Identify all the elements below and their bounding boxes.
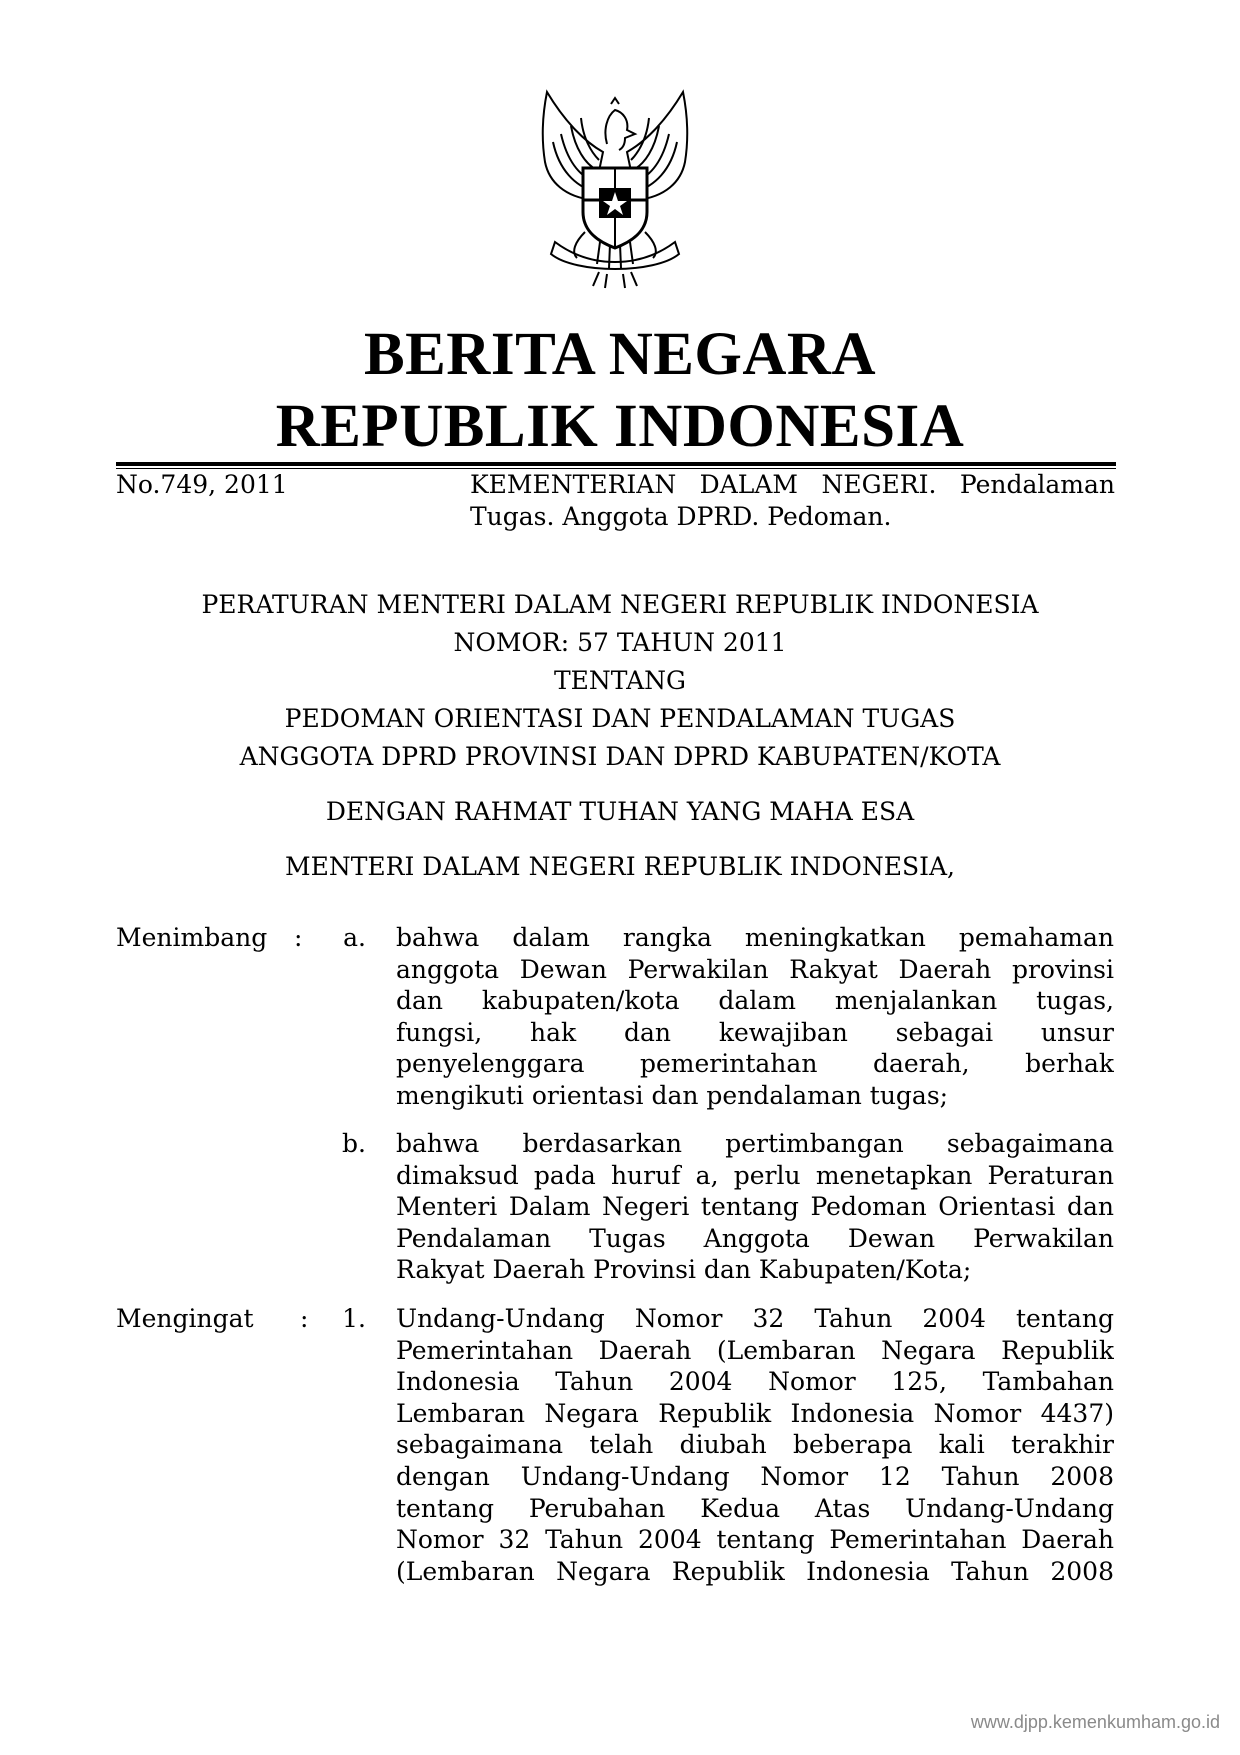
gazette-number: No.749, 2011	[116, 470, 288, 499]
text-line: anggota Dewan Perwakilan Rakyat Daerah provinsi	[396, 954, 1114, 984]
text-line: tentang Perubahan Kedua Atas Undang-Undang	[396, 1493, 1114, 1523]
regulation-number: NOMOR: 57 TAHUN 2011	[453, 628, 787, 657]
masthead-title-line1: BERITA NEGARA	[363, 321, 877, 388]
text-line: penyelenggara pemerintahan daerah, berhak	[396, 1049, 1114, 1079]
text-line: (Lembaran Negara Republik Indonesia Tahun 2008	[396, 1556, 1114, 1586]
text-line: mengikuti orientasi dan pendalaman tugas;	[396, 1080, 949, 1110]
regulation-tentang: TENTANG	[553, 666, 686, 695]
invocation: DENGAN RAHMAT TUHAN YANG MAHA ESA	[325, 797, 915, 826]
text-line: dimaksud pada huruf a, perlu menetapkan Peraturan	[396, 1160, 1114, 1190]
footer-url: www.djpp.kemenkumham.go.id	[970, 1712, 1220, 1732]
text-line: Indonesia Tahun 2004 Nomor 125, Tambahan	[396, 1367, 1114, 1397]
mengingat-label: Mengingat	[116, 1304, 254, 1333]
mengingat-item-1	[396, 1303, 1114, 1587]
text-line: Pendalaman Tugas Anggota Dewan Perwakilan	[396, 1223, 1114, 1253]
text-line: dengan Undang-Undang Nomor 12 Tahun 2008	[396, 1461, 1114, 1491]
regulation-title: PERATURAN MENTERI DALAM NEGERI REPUBLIK INDONESIA	[201, 590, 1039, 619]
text-line: Undang-Undang Nomor 32 Tahun 2004 tentang	[396, 1304, 1114, 1333]
masthead-title-line2: REPUBLIK INDONESIA	[275, 393, 965, 460]
menimbang-item-a	[396, 922, 1114, 1112]
issuing-authority: MENTERI DALAM NEGERI REPUBLIK INDONESIA,	[285, 852, 955, 881]
text-line: fungsi, hak dan kewajiban sebagai unsur	[396, 1017, 1114, 1047]
mengingat-item-marker: 1.	[342, 1304, 366, 1333]
mengingat-colon: :	[300, 1304, 309, 1333]
text-line: Nomor 32 Tahun 2004 tentang Pemerintahan Daerah	[396, 1525, 1114, 1555]
text-line: dan kabupaten/kota dalam menjalankan tugas,	[396, 986, 1114, 1016]
text-line: Rakyat Daerah Provinsi dan Kabupaten/Kota;	[396, 1255, 972, 1285]
text-line: Menteri Dalam Negeri tentang Pedoman Orientasi dan	[396, 1192, 1114, 1222]
menimbang-item-marker: a.	[343, 923, 366, 952]
menimbang-item-marker: b.	[342, 1129, 366, 1158]
menimbang-label: Menimbang	[116, 923, 268, 952]
gazette-subject-line2: Tugas. Anggota DPRD. Pedoman.	[470, 502, 892, 531]
text-line: Lembaran Negara Republik Indonesia Nomor 4437)	[396, 1398, 1114, 1428]
regulation-subject-line1: PEDOMAN ORIENTASI DAN PENDALAMAN TUGAS	[284, 704, 956, 733]
regulation-subject-line2: ANGGOTA DPRD PROVINSI DAN DPRD KABUPATEN/KOTA	[239, 742, 1001, 771]
text-line: bahwa berdasarkan pertimbangan sebagaimana	[396, 1129, 1114, 1158]
menimbang-colon: :	[294, 923, 303, 952]
garuda-pancasila-emblem-icon	[515, 82, 715, 297]
menimbang-item-b	[396, 1128, 1114, 1286]
text-line: bahwa dalam rangka meningkatkan pemahaman	[396, 923, 1114, 952]
text-line: Pemerintahan Daerah (Lembaran Negara Republik	[396, 1335, 1114, 1365]
gazette-subject-line1: KEMENTERIAN DALAM NEGERI. Pendalaman	[470, 470, 1115, 499]
masthead-rule-thick	[116, 462, 1116, 466]
text-line: sebagaimana telah diubah beberapa kali terakhir	[396, 1430, 1114, 1460]
